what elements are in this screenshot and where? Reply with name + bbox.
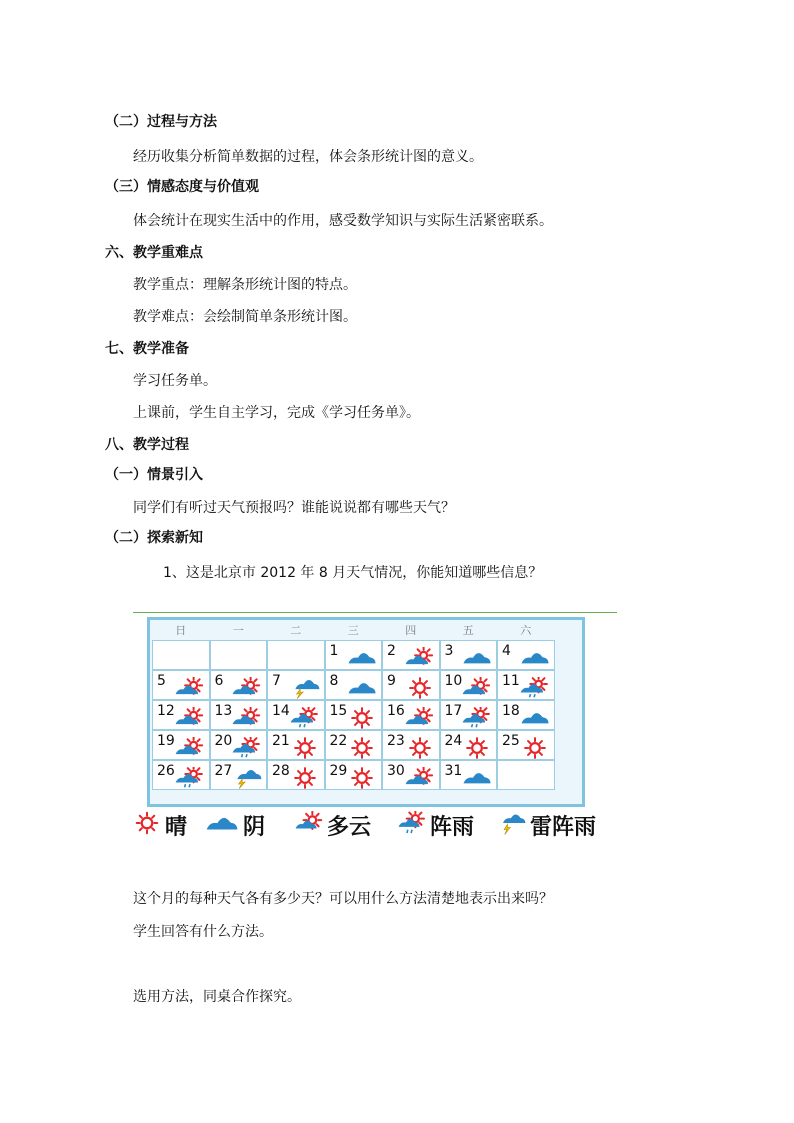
calendar-day-cell xyxy=(210,670,268,700)
calendar-day-cell xyxy=(497,760,555,790)
cloud-icon xyxy=(205,812,239,838)
day-number: 18 xyxy=(502,703,520,719)
calendar-day-cell xyxy=(382,670,440,700)
day-number: 7 xyxy=(272,673,281,689)
calendar-day-cell xyxy=(497,700,555,730)
calendar-day-cell xyxy=(210,700,268,730)
paragraph-text: 1、这是北京市 2012 年 8 月天气情况，你能知道哪些信息？ xyxy=(163,565,543,581)
calendar-day-cell xyxy=(440,670,498,700)
calendar-day-cell xyxy=(440,700,498,730)
legend-item-thunder-shower xyxy=(498,810,596,840)
paragraph-text: 体会统计在现实生活中的作用，感受数学知识与实际生活紧密联系。 xyxy=(133,213,553,229)
shower-icon xyxy=(398,811,426,839)
calendar-day-cell xyxy=(325,640,383,670)
day-number: 3 xyxy=(444,643,454,659)
sun-icon xyxy=(290,767,320,793)
calendar-day-cell xyxy=(267,700,325,730)
weather-legend xyxy=(133,810,617,840)
paragraph-text: 教学难点：会绘制简单条形统计图。 xyxy=(133,309,357,325)
partly-cloudy-icon xyxy=(295,811,323,839)
legend-item-sunny xyxy=(133,810,187,840)
calendar-day-cell xyxy=(152,700,210,730)
calendar-day-cell xyxy=(440,730,498,760)
calendar-day-cell xyxy=(497,640,555,670)
divider-line xyxy=(133,612,617,613)
day-number: 19 xyxy=(157,733,175,749)
calendar-day-cell xyxy=(497,730,555,760)
paragraph-text: 选用方法，同桌合作探究。 xyxy=(133,989,301,1005)
calendar-grid xyxy=(147,617,585,807)
day-number: 13 xyxy=(214,703,233,719)
weekday-header: 三 xyxy=(347,624,359,637)
paragraph-text: 上课前，学生自主学习，完成《学习任务单》。 xyxy=(133,405,420,421)
day-number: 17 xyxy=(444,703,463,719)
day-number: 12 xyxy=(157,703,175,719)
shower-icon xyxy=(175,767,205,793)
calendar-day-cell xyxy=(325,670,383,700)
day-number: 10 xyxy=(444,673,463,689)
calendar-day-cell xyxy=(267,670,325,700)
day-number: 11 xyxy=(502,673,520,689)
weekday-header: 日 xyxy=(175,624,187,637)
calendar-day-cell xyxy=(325,730,383,760)
calendar-day-cell xyxy=(267,640,325,670)
paragraph-text: 这个月的每种天气各有多少天？可以用什么方法清楚地表示出来吗？ xyxy=(133,891,553,907)
day-number: 27 xyxy=(214,763,233,779)
calendar-day-cell xyxy=(382,640,440,670)
legend-item-shower xyxy=(398,810,474,840)
section-heading: 八、教学过程 xyxy=(105,437,189,453)
calendar-day-cell xyxy=(382,760,440,790)
paragraph-text: 学习任务单。 xyxy=(133,373,217,389)
calendar-day-cell xyxy=(152,760,210,790)
day-number: 22 xyxy=(329,733,348,749)
paragraph-text: 同学们有听过天气预报吗？谁能说说都有哪些天气？ xyxy=(133,500,455,516)
legend-label: 阴 xyxy=(243,814,266,840)
weather-calendar xyxy=(133,612,617,842)
day-number: 23 xyxy=(387,733,405,749)
section-heading: （一）情景引入 xyxy=(105,467,203,483)
calendar-day-cell xyxy=(440,760,498,790)
calendar-day-cell xyxy=(210,640,268,670)
calendar-day-cell xyxy=(382,700,440,730)
weekday-header: 六 xyxy=(520,624,532,637)
day-number: 2 xyxy=(387,643,396,659)
paragraph-text: 教学重点：理解条形统计图的特点。 xyxy=(133,277,357,293)
calendar-day-cell xyxy=(210,760,268,790)
day-number: 31 xyxy=(444,763,463,779)
legend-label: 晴 xyxy=(165,814,188,840)
legend-label: 雷阵雨 xyxy=(530,814,597,840)
day-number: 30 xyxy=(387,763,405,779)
section-heading: （二）探索新知 xyxy=(105,530,203,546)
day-number: 16 xyxy=(387,703,405,719)
day-number: 20 xyxy=(214,733,233,749)
weekday-header: 五 xyxy=(462,624,474,637)
sun-icon xyxy=(347,767,377,793)
cloud-icon xyxy=(462,767,492,793)
calendar-day-cell xyxy=(440,640,498,670)
day-number: 28 xyxy=(272,763,290,779)
calendar-day-cell xyxy=(325,700,383,730)
calendar-day-cell xyxy=(267,730,325,760)
section-heading: （三）情感态度与价值观 xyxy=(105,179,259,195)
day-number: 15 xyxy=(329,703,348,719)
weekday-header: 二 xyxy=(290,624,302,637)
day-number: 14 xyxy=(272,703,290,719)
section-heading: 七、教学准备 xyxy=(105,341,189,357)
calendar-day-cell xyxy=(382,730,440,760)
calendar-day-cell xyxy=(152,640,210,670)
day-number: 24 xyxy=(444,733,463,749)
day-number: 8 xyxy=(329,673,339,689)
calendar-day-cell xyxy=(210,730,268,760)
section-heading: （二）过程与方法 xyxy=(105,114,217,130)
day-number: 4 xyxy=(502,643,511,659)
day-number: 26 xyxy=(157,763,175,779)
paragraph-text: 经历收集分析简单数据的过程，体会条形统计图的意义。 xyxy=(133,149,483,165)
legend-item-cloudy xyxy=(205,810,265,840)
thunder-shower-icon xyxy=(232,767,262,793)
weekday-header: 四 xyxy=(405,624,417,637)
day-number: 21 xyxy=(272,733,290,749)
legend-label: 多云 xyxy=(327,814,372,840)
sun-icon xyxy=(133,811,161,839)
legend-label: 阵雨 xyxy=(430,814,475,840)
calendar-day-cell xyxy=(267,760,325,790)
day-number: 9 xyxy=(387,673,396,689)
calendar-day-cell xyxy=(152,730,210,760)
partly-cloudy-icon xyxy=(405,767,435,793)
weekday-header: 一 xyxy=(232,624,244,637)
day-number: 6 xyxy=(214,673,224,689)
day-number: 1 xyxy=(329,643,339,659)
day-number: 5 xyxy=(157,673,166,689)
calendar-day-cell xyxy=(325,760,383,790)
calendar-day-cell xyxy=(152,670,210,700)
day-number: 25 xyxy=(502,733,520,749)
paragraph-text: 学生回答有什么方法。 xyxy=(133,924,273,940)
thunder-shower-icon xyxy=(498,811,526,839)
legend-item-partly-cloudy xyxy=(295,810,371,840)
day-number: 29 xyxy=(329,763,348,779)
calendar-day-cell xyxy=(497,670,555,700)
section-heading: 六、教学重难点 xyxy=(105,245,203,261)
